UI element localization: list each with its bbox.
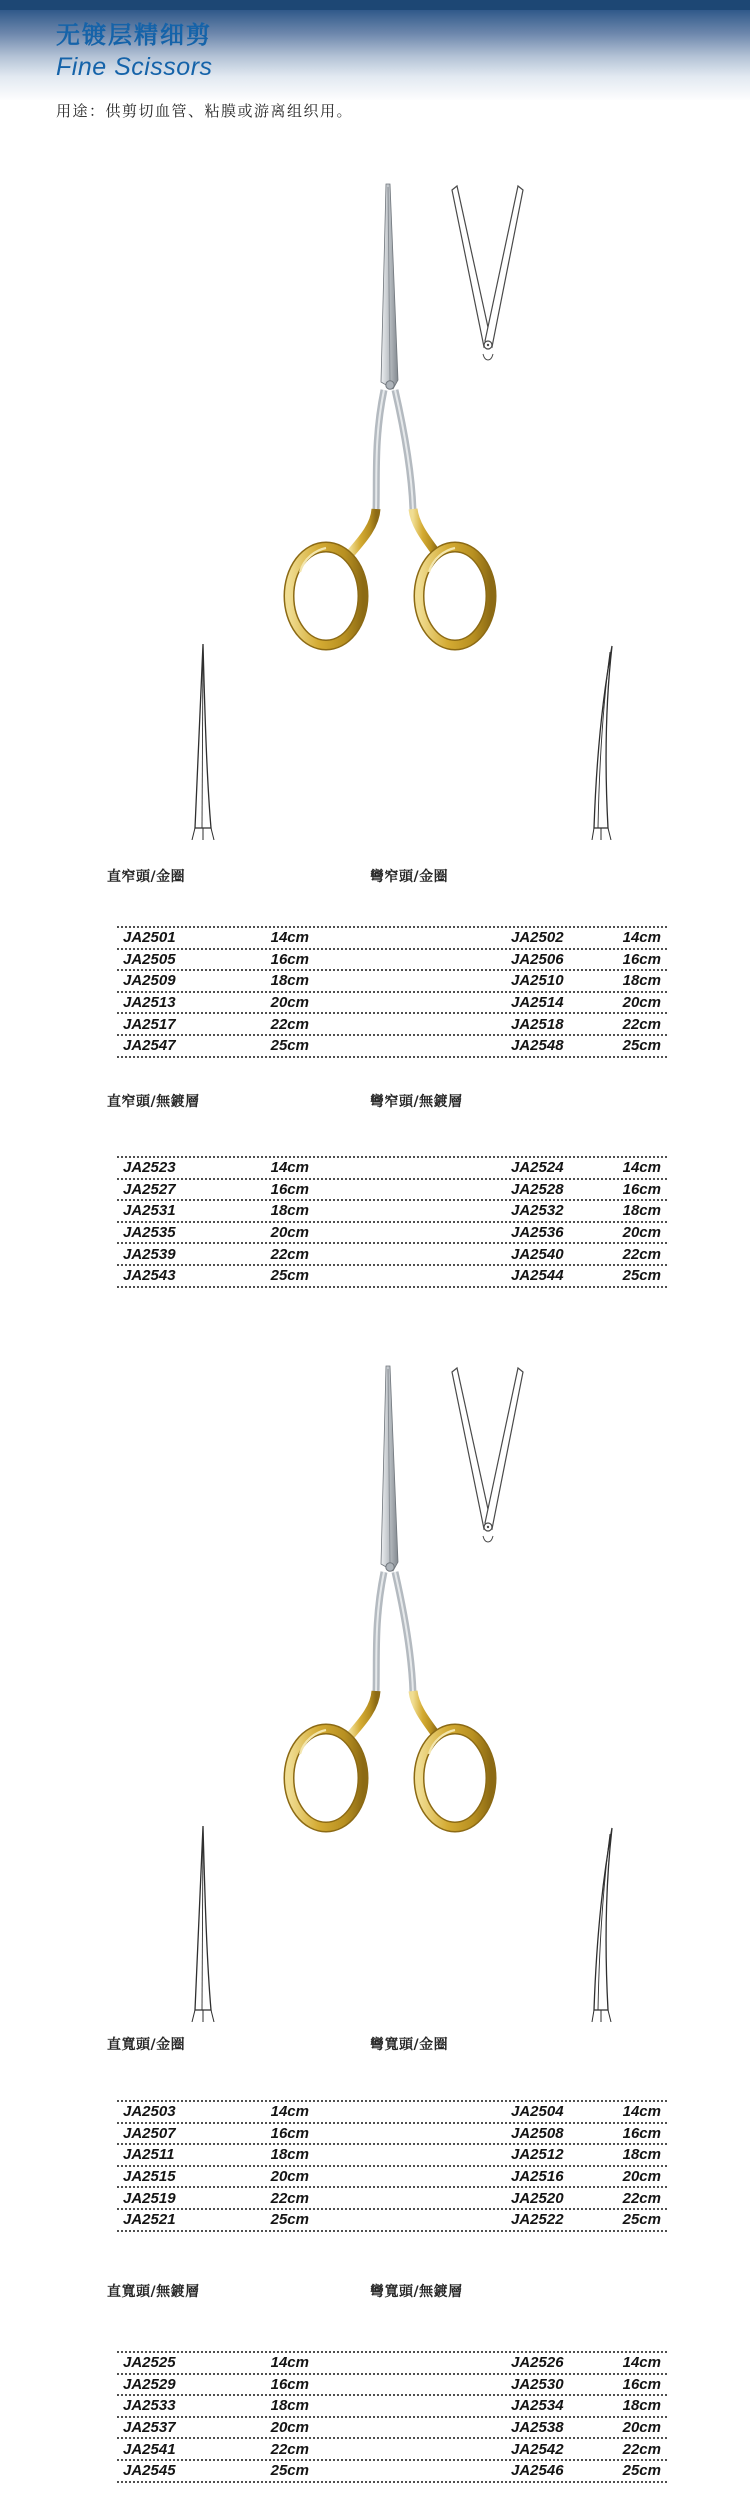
product-code: JA2547 — [123, 1037, 176, 1055]
product-size: 18cm — [622, 2146, 661, 2164]
product-code: JA2530 — [511, 2375, 564, 2393]
section-header-left: 直寬頭/金圈 — [107, 2037, 186, 2053]
table-row — [117, 2353, 667, 2375]
product-code: JA2518 — [511, 1015, 564, 1033]
product-size: 14cm — [270, 2103, 309, 2121]
table-row — [117, 2167, 667, 2189]
product-code: JA2524 — [511, 1159, 564, 1177]
product-code: JA2533 — [123, 2397, 176, 2415]
table-row — [117, 2461, 667, 2483]
product-size: 22cm — [622, 2440, 661, 2458]
section-header-left: 直窄頭/金圈 — [107, 869, 186, 885]
product-size: 22cm — [622, 2189, 661, 2207]
product-code: JA2523 — [123, 1159, 176, 1177]
usage-note: 用途：供剪切血管、粘膜或游离组织用。 — [56, 103, 354, 120]
product-size: 18cm — [270, 2146, 309, 2164]
product-size: 25cm — [622, 1267, 661, 1285]
product-code: JA2535 — [123, 1224, 176, 1242]
product-code: JA2501 — [123, 929, 176, 947]
table-row — [117, 2375, 667, 2397]
product-size: 16cm — [270, 2124, 309, 2142]
product-size: 14cm — [622, 2354, 661, 2372]
product-code: JA2515 — [123, 2168, 176, 2186]
product-size: 22cm — [270, 1015, 309, 1033]
product-code: JA2520 — [511, 2189, 564, 2207]
product-code: JA2503 — [123, 2103, 176, 2121]
product-code: JA2543 — [123, 1267, 176, 1285]
product-code: JA2525 — [123, 2354, 176, 2372]
spec-table — [117, 2100, 667, 2232]
product-size: 16cm — [622, 2124, 661, 2142]
table-row — [117, 2188, 667, 2210]
product-size: 16cm — [270, 950, 309, 968]
product-size: 20cm — [270, 2419, 309, 2437]
product-code: JA2516 — [511, 2168, 564, 2186]
section-header-left: 直寬頭/無鍍層 — [107, 2284, 200, 2300]
section-header-right: 彎寬頭/金圈 — [370, 2037, 449, 2053]
product-size: 18cm — [622, 1202, 661, 1220]
table-row — [117, 2396, 667, 2418]
product-code: JA2508 — [511, 2124, 564, 2142]
product-code: JA2538 — [511, 2419, 564, 2437]
spec-table — [117, 2351, 667, 2483]
product-size: 25cm — [270, 1037, 309, 1055]
product-size: 25cm — [622, 1037, 661, 1055]
product-code: JA2531 — [123, 1202, 176, 1220]
table-row — [117, 993, 667, 1015]
product-size: 14cm — [622, 1159, 661, 1177]
product-size: 22cm — [622, 1245, 661, 1263]
table-row — [117, 1180, 667, 1202]
product-size: 14cm — [622, 2103, 661, 2121]
table-row — [117, 1201, 667, 1223]
table-row — [117, 1036, 667, 1058]
spec-table — [117, 1156, 667, 1288]
table-row — [117, 2439, 667, 2461]
section-header-right: 彎窄頭/金圈 — [370, 869, 449, 885]
product-code: JA2509 — [123, 972, 176, 990]
scissors-illustration-wide-tip — [0, 1362, 750, 2022]
table-row — [117, 1266, 667, 1288]
product-code: JA2521 — [123, 2211, 176, 2229]
product-code: JA2519 — [123, 2189, 176, 2207]
section-header-right: 彎寬頭/無鍍層 — [370, 2284, 463, 2300]
product-code: JA2532 — [511, 1202, 564, 1220]
product-size: 18cm — [270, 2397, 309, 2415]
product-code: JA2511 — [123, 2146, 175, 2164]
table-row — [117, 2145, 667, 2167]
product-size: 18cm — [622, 972, 661, 990]
table-row — [117, 2102, 667, 2124]
table-row — [117, 928, 667, 950]
product-code: JA2514 — [511, 994, 564, 1012]
product-code: JA2544 — [511, 1267, 564, 1285]
product-size: 16cm — [622, 1180, 661, 1198]
product-code: JA2540 — [511, 1245, 564, 1263]
product-code: JA2504 — [511, 2103, 564, 2121]
product-code: JA2537 — [123, 2419, 176, 2437]
product-size: 20cm — [622, 2419, 661, 2437]
product-code: JA2541 — [123, 2440, 176, 2458]
product-size: 16cm — [270, 1180, 309, 1198]
product-size: 25cm — [270, 2462, 309, 2480]
product-size: 14cm — [270, 2354, 309, 2372]
product-code: JA2534 — [511, 2397, 564, 2415]
product-size: 25cm — [270, 2211, 309, 2229]
section-header-right: 彎窄頭/無鍍層 — [370, 1094, 463, 1110]
product-code: JA2513 — [123, 994, 176, 1012]
product-size: 18cm — [622, 2397, 661, 2415]
product-size: 18cm — [270, 972, 309, 990]
product-code: JA2507 — [123, 2124, 176, 2142]
product-size: 14cm — [622, 929, 661, 947]
product-code: JA2536 — [511, 1224, 564, 1242]
product-code: JA2546 — [511, 2462, 564, 2480]
product-code: JA2529 — [123, 2375, 176, 2393]
table-row — [117, 1158, 667, 1180]
product-code: JA2526 — [511, 2354, 564, 2372]
page-title-english: Fine Scissors — [56, 53, 213, 81]
product-code: JA2539 — [123, 1245, 176, 1263]
product-code: JA2510 — [511, 972, 564, 990]
product-code: JA2522 — [511, 2211, 564, 2229]
product-code: JA2517 — [123, 1015, 176, 1033]
table-row — [117, 2210, 667, 2232]
product-code: JA2548 — [511, 1037, 564, 1055]
spec-table — [117, 926, 667, 1058]
product-size: 14cm — [270, 929, 309, 947]
product-size: 14cm — [270, 1159, 309, 1177]
product-size: 22cm — [270, 1245, 309, 1263]
section-header-left: 直窄頭/無鍍層 — [107, 1094, 200, 1110]
table-row — [117, 971, 667, 993]
product-size: 25cm — [622, 2211, 661, 2229]
page-title-chinese: 无镀层精细剪 — [56, 22, 212, 49]
product-code: JA2506 — [511, 950, 564, 968]
product-code: JA2545 — [123, 2462, 176, 2480]
page-header — [0, 0, 750, 100]
product-size: 20cm — [622, 1224, 661, 1242]
product-size: 25cm — [622, 2462, 661, 2480]
table-row — [117, 2418, 667, 2440]
product-code: JA2527 — [123, 1180, 176, 1198]
table-row — [117, 1244, 667, 1266]
table-row — [117, 1014, 667, 1036]
product-size: 18cm — [270, 1202, 309, 1220]
product-size: 22cm — [270, 2189, 309, 2207]
product-size: 16cm — [270, 2375, 309, 2393]
product-size: 20cm — [270, 1224, 309, 1242]
product-size: 22cm — [622, 1015, 661, 1033]
product-size: 22cm — [270, 2440, 309, 2458]
product-code: JA2512 — [511, 2146, 564, 2164]
scissors-illustration-narrow-tip — [0, 180, 750, 840]
product-size: 20cm — [270, 2168, 309, 2186]
product-code: JA2542 — [511, 2440, 564, 2458]
product-code: JA2528 — [511, 1180, 564, 1198]
table-row — [117, 950, 667, 972]
product-size: 16cm — [622, 2375, 661, 2393]
product-size: 20cm — [270, 994, 309, 1012]
product-size: 20cm — [622, 2168, 661, 2186]
header-top-bar — [0, 0, 750, 10]
table-row — [117, 1223, 667, 1245]
product-size: 25cm — [270, 1267, 309, 1285]
product-size: 20cm — [622, 994, 661, 1012]
product-size: 16cm — [622, 950, 661, 968]
product-code: JA2502 — [511, 929, 564, 947]
product-code: JA2505 — [123, 950, 176, 968]
table-row — [117, 2124, 667, 2146]
